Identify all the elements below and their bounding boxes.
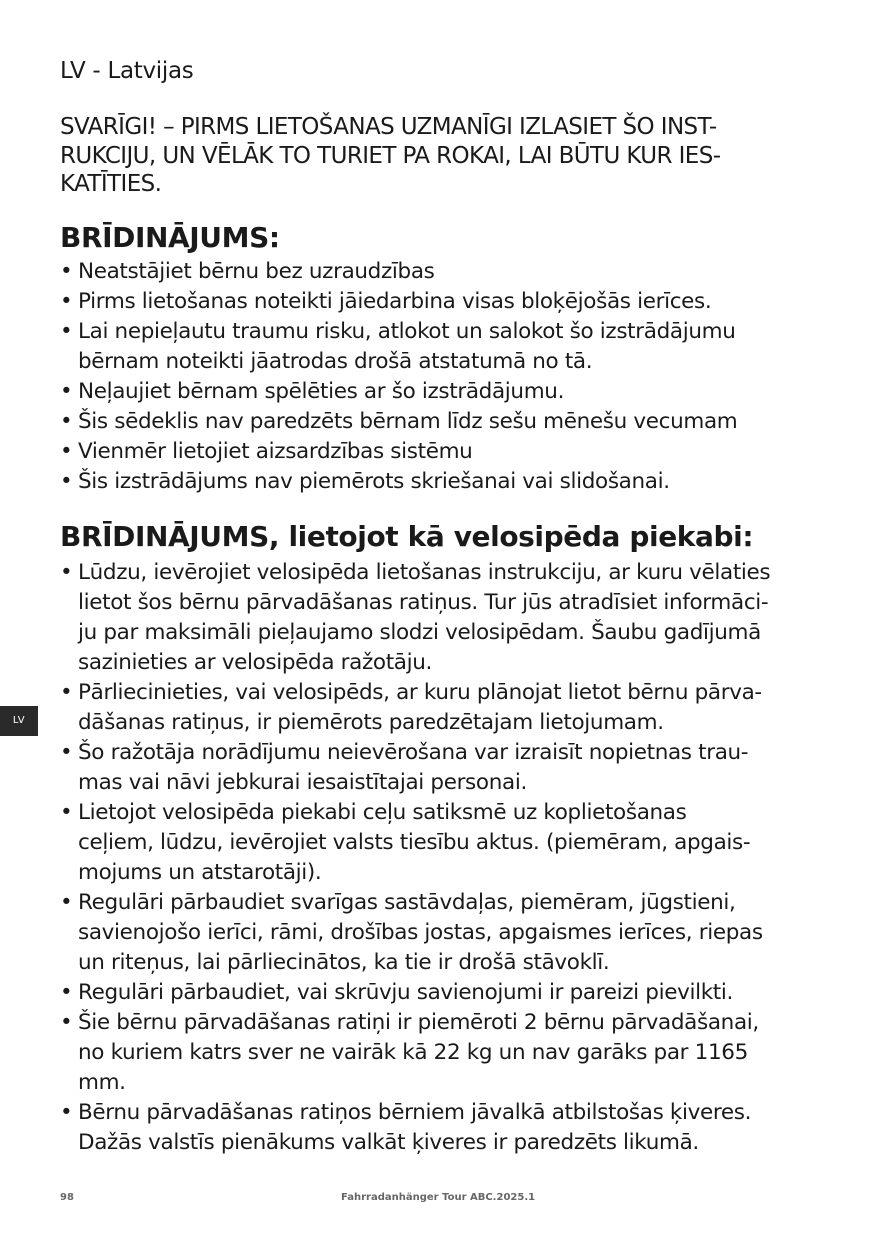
bicycle-trailer-warning-list: [60, 558, 770, 1158]
warning-list: [60, 257, 737, 497]
list-item: [60, 437, 737, 467]
list-item: [60, 257, 737, 287]
list-item-line: mojums un atstarotāji).: [78, 860, 322, 885]
list-item: [60, 377, 737, 407]
list-item-line: Šo ražotāja norādījumu neievērošana var izraisīt nopietnas trau-: [78, 740, 749, 765]
footer-document-title: Fahrradanhänger Tour ABC.2025.1: [341, 1192, 536, 1203]
bullet-marker: •: [60, 890, 73, 915]
bullet-marker: •: [60, 319, 73, 344]
list-item-line: mas vai nāvi jebkurai iesaistītajai personai.: [78, 770, 527, 795]
list-item: [60, 1098, 770, 1158]
list-item-line: Šie bērnu pārvadāšanas ratiņi ir piemēroti 2 bērnu pārvadāšanai,: [78, 1010, 759, 1035]
important-notice: [60, 113, 805, 199]
list-item-line: Lūdzu, ievērojiet velosipēda lietošanas instrukciju, ar kuru vēlaties: [78, 560, 771, 585]
list-item: [60, 467, 737, 497]
bullet-marker: •: [60, 980, 73, 1005]
language-label: LV - Latvijas: [60, 58, 194, 84]
list-item: [60, 287, 737, 317]
list-item: [60, 407, 737, 437]
bullet-marker: •: [60, 740, 73, 765]
bullet-marker: •: [60, 800, 73, 825]
list-item-line: Šis sēdeklis nav paredzēts bērnam līdz sešu mēnešu vecumam: [78, 409, 738, 434]
bullet-marker: •: [60, 409, 73, 434]
bullet-marker: •: [60, 259, 73, 284]
list-item-line: Pirms lietošanas noteikti jāiedarbina visas bloķējošās ierīces.: [78, 289, 712, 314]
list-item: [60, 678, 770, 738]
bullet-marker: •: [60, 469, 73, 494]
bullet-marker: •: [60, 289, 73, 314]
list-item-line: no kuriem katrs sver ne vairāk kā 22 kg un nav garāks par 1165: [78, 1040, 748, 1065]
list-item: [60, 888, 770, 978]
list-item-line: Regulāri pārbaudiet, vai skrūvju savienojumi ir pareizi pievilkti.: [78, 980, 733, 1005]
list-item: [60, 317, 737, 377]
warning-heading: BRĪDINĀJUMS:: [60, 221, 280, 254]
list-item-line: Lai nepieļautu traumu risku, atlokot un salokot šo izstrādājumu: [78, 319, 736, 344]
list-item-line: ceļiem, lūdzu, ievērojiet valsts tiesību aktus. (piemēram, apgais-: [78, 830, 751, 855]
list-item: [60, 558, 770, 678]
list-item-line: Neļaujiet bērnam spēlēties ar šo izstrādājumu.: [78, 379, 565, 404]
bullet-marker: •: [60, 1010, 73, 1035]
list-item-line: mm.: [78, 1070, 126, 1095]
page-number: 98: [60, 1192, 74, 1203]
bullet-marker: •: [60, 560, 73, 585]
list-item-line: Vienmēr lietojiet aizsardzības sistēmu: [78, 439, 473, 464]
list-item-line: bērnam noteikti jāatrodas drošā atstatumā no tā.: [78, 349, 593, 374]
bullet-marker: •: [60, 379, 73, 404]
important-notice-line: KATĪTIES.: [60, 171, 162, 197]
list-item: [60, 1008, 770, 1098]
language-side-tab: LV: [0, 706, 38, 736]
list-item-line: sazinieties ar velosipēda ražotāju.: [78, 650, 433, 675]
list-item: [60, 738, 770, 798]
bullet-marker: •: [60, 680, 73, 705]
list-item-line: Šis izstrādājums nav piemērots skriešanai vai slidošanai.: [78, 469, 670, 494]
list-item-line: Pārliecinieties, vai velosipēds, ar kuru plānojat lietot bērnu pārva-: [78, 680, 762, 705]
list-item-line: un riteņus, lai pārliecinātos, ka tie ir drošā stāvoklī.: [78, 950, 610, 975]
list-item-line: Lietojot velosipēda piekabi ceļu satiksmē uz koplietošanas: [78, 800, 687, 825]
list-item-line: ju par maksimāli pieļaujamo slodzi velosipēdam. Šaubu gadījumā: [78, 620, 761, 645]
important-notice-line: SVARĪGI! – PIRMS LIETOŠANAS UZMANĪGI IZLASIET ŠO INST-: [60, 114, 717, 140]
list-item-line: Neatstājiet bērnu bez uzraudzības: [78, 259, 435, 284]
important-notice-line: RUKCIJU, UN VĒLĀK TO TURIET PA ROKAI, LAI BŪTU KUR IES-: [60, 142, 721, 169]
list-item: [60, 978, 770, 1008]
bicycle-trailer-warning-heading: BRĪDINĀJUMS, lietojot kā velosipēda piekabi:: [60, 520, 754, 553]
list-item-line: lietot šos bērnu pārvadāšanas ratiņus. Tur jūs atradīsiet informāci-: [78, 590, 769, 615]
list-item-line: Dažās valstīs pienākums valkāt ķiveres ir paredzēts likumā.: [78, 1130, 699, 1155]
list-item: [60, 798, 770, 888]
list-item-line: Bērnu pārvadāšanas ratiņos bērniem jāvalkā atbilstošas ķiveres.: [78, 1100, 752, 1125]
bullet-marker: •: [60, 439, 73, 464]
list-item-line: Regulāri pārbaudiet svarīgas sastāvdaļas, piemēram, jūgstieni,: [78, 890, 736, 915]
list-item-line: savienojošo ierīci, rāmi, drošības jostas, apgaismes ierīces, riepas: [78, 920, 763, 945]
list-item-line: dāšanas ratiņus, ir piemērots paredzētajam lietojumam.: [78, 710, 664, 735]
bullet-marker: •: [60, 1100, 73, 1125]
